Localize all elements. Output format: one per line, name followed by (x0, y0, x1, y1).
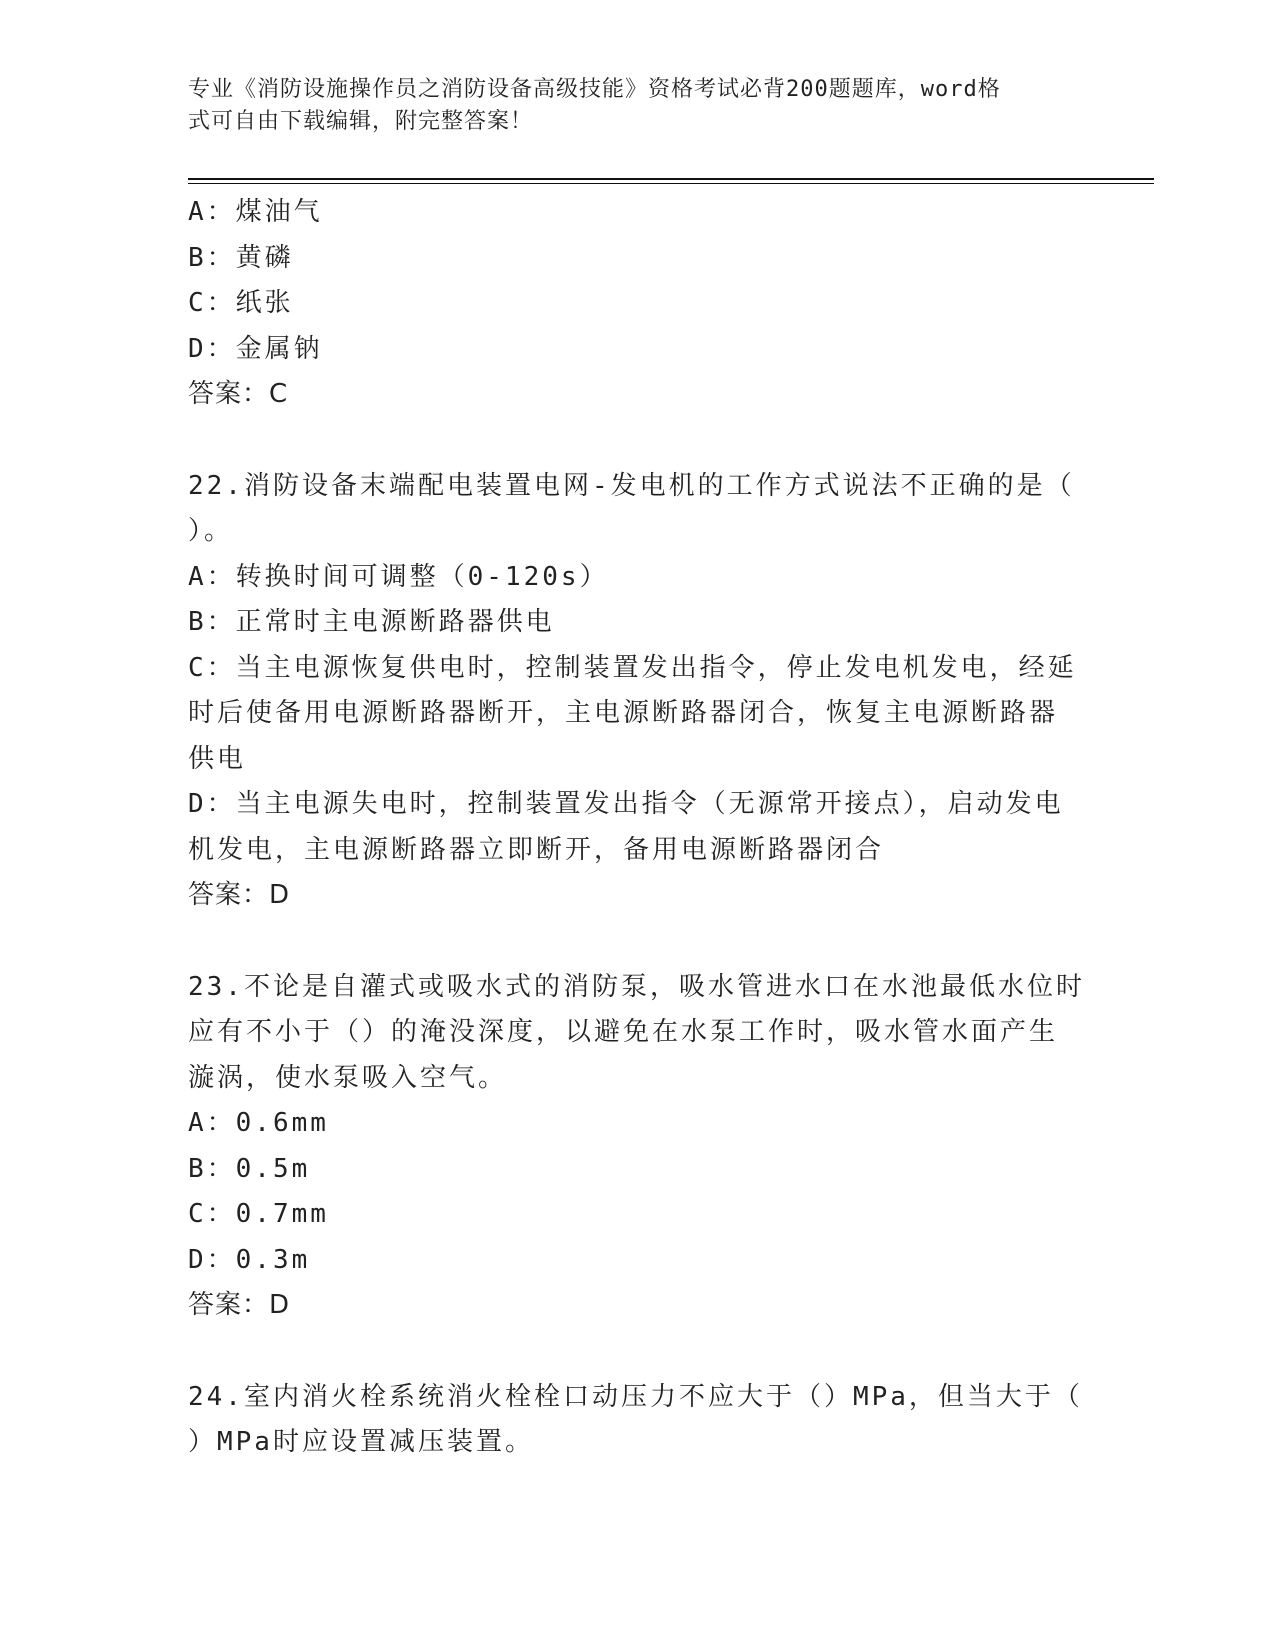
option-c-line-1: C：当主电源恢复供电时，控制装置发出指令，停止发电机发电，经延 (188, 652, 1077, 683)
option-b: B：黄磷 (188, 242, 294, 273)
answer: 答案：D (188, 1290, 291, 1320)
question-stem-line-1: 23.不论是自灌式或吸水式的消防泵，吸水管进水口在水池最低水位时 (188, 971, 1085, 1002)
header-rule-thick (188, 178, 1154, 180)
question-23 (188, 965, 1088, 1329)
question-24 (188, 1375, 1088, 1466)
option-c: C：纸张 (188, 288, 294, 318)
question-stem-line-2: ）。 (188, 516, 234, 546)
option-c-line-2: 时后使备用电源断路器断开，主电源断路器闭合，恢复主电源断路器 (188, 698, 1059, 728)
header-line-2: 式可自由下载编辑，附完整答案！ (188, 109, 534, 134)
header-rule-thin (188, 183, 1154, 184)
option-c: C：0.7mm (188, 1199, 329, 1229)
answer: 答案：D (188, 880, 291, 910)
question-21 (188, 190, 1088, 418)
question-stem-line-3: 漩涡，使水泵吸入空气。 (188, 1062, 508, 1093)
option-b: B：正常时主电源断路器供电 (188, 607, 555, 637)
option-a: A：煤油气 (188, 197, 323, 227)
question-stem-line-2: 应有不小于（）的淹没深度，以避免在水泵工作时，吸水管水面产生 (188, 1017, 1059, 1047)
header-line-1: 专业《消防设施操作员之消防设备高级技能》资格考试必背200题题库，word格 (188, 77, 1001, 102)
spacer (188, 418, 1088, 464)
option-a: A：0.6mm (188, 1108, 329, 1138)
question-22 (188, 464, 1088, 919)
question-stem-line-1: 22.消防设备末端配电装置电网-发电机的工作方式说法不正确的是（ (188, 470, 1075, 501)
spacer (188, 1329, 1088, 1375)
option-c-line-3: 供电 (188, 743, 247, 774)
option-a: A：转换时间可调整（0-120s） (188, 561, 609, 592)
option-b: B：0.5m (188, 1153, 311, 1184)
option-d: D：0.3m (188, 1244, 311, 1275)
answer: 答案：C (188, 379, 289, 409)
spacer (188, 919, 1088, 965)
question-content (188, 190, 1088, 1466)
question-stem-line-2: ）MPa时应设置减压装置。 (188, 1427, 534, 1457)
option-d: D：金属钠 (188, 333, 323, 364)
question-stem-line-1: 24.室内消火栓系统消火栓栓口动压力不应大于（）MPa，但当大于（ (188, 1381, 1083, 1412)
option-d-line-1: D：当主电源失电时，控制装置发出指令（无源常开接点），启动发电 (188, 789, 1064, 819)
document-header (188, 74, 1068, 138)
option-d-line-2: 机发电，主电源断路器立即断开，备用电源断路器闭合 (188, 834, 885, 865)
